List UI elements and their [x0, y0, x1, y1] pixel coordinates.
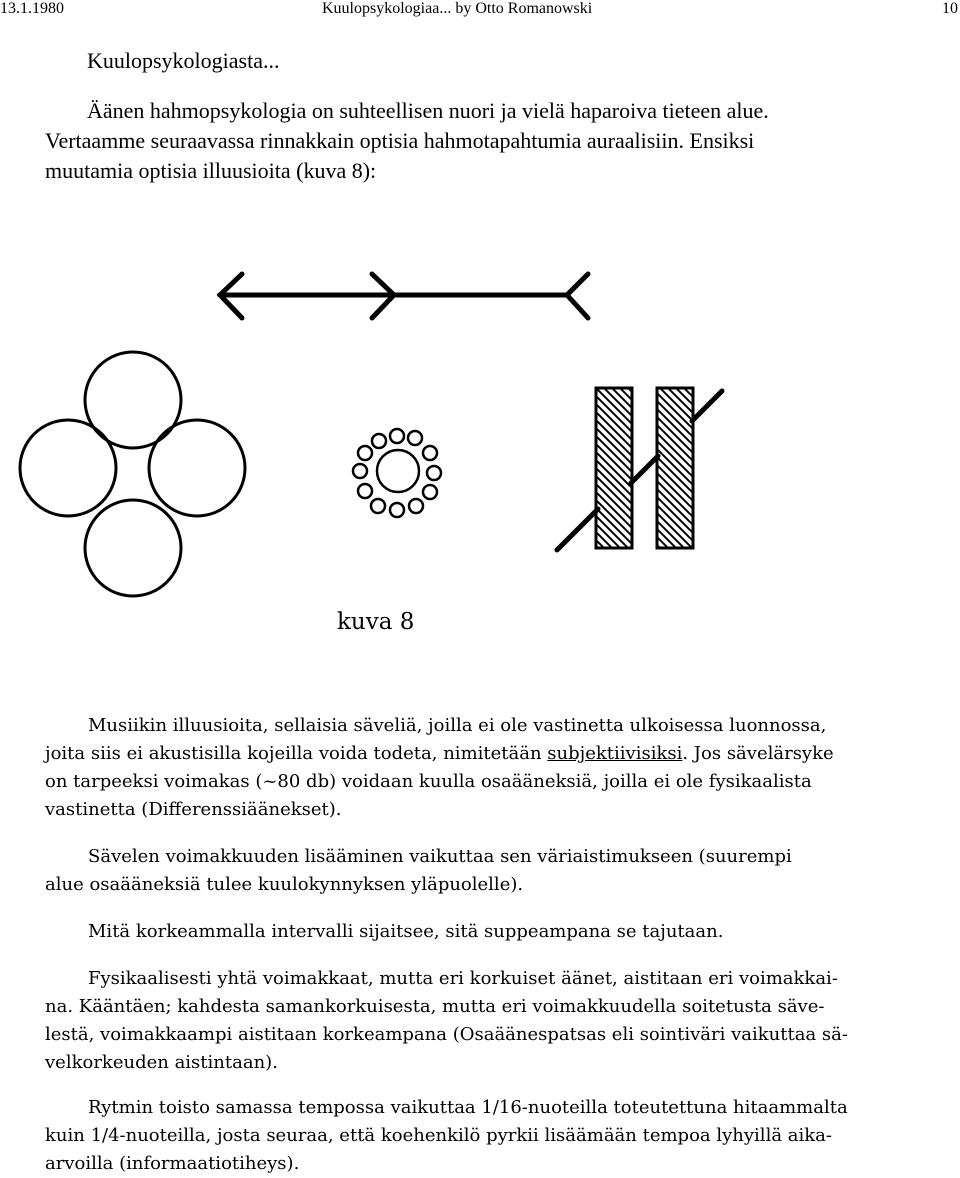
large-circle-left	[20, 420, 116, 516]
center-circle	[377, 450, 419, 492]
small-circle	[371, 499, 385, 513]
small-circle	[427, 466, 441, 480]
paragraph-rhythm	[45, 1094, 920, 1178]
paragraph-line: arvoilla (informaatiotiheys).	[45, 1153, 300, 1174]
diagonal-segment-upper	[692, 391, 722, 421]
small-circle	[409, 499, 423, 513]
header-date: 13.1.1980	[0, 0, 64, 17]
paragraph-line: alue osaääneksiä tulee kuulokynnyksen yläpuolelle).	[45, 874, 524, 895]
small-circle	[423, 485, 437, 499]
muller-lyer-illusion	[220, 274, 588, 318]
paragraph-line: Mitä korkeammalla intervalli sijaitsee, sitä suppeampana se tajutaan.	[88, 921, 724, 942]
paragraph-line: lestä, voimakkaampi aistitaan korkeampana (Osaäänespatsas eli sointiväri vaikuttaa sä-	[45, 1024, 848, 1045]
paragraph-line: on tarpeeksi voimakas (~80 db) voidaan kuulla osaääneksiä, joilla ei ole fysikaalista	[45, 771, 812, 792]
small-circle	[358, 446, 372, 460]
large-circle-right	[149, 420, 245, 516]
paragraph-line: joita siis ei akustisilla kojeilla voida todeta, nimitetään subjektiivisiksi. Jos sävelärsyke	[45, 743, 834, 764]
paragraph-interval	[45, 918, 920, 946]
paragraph-line: Sävelen voimakkuuden lisääminen vaikuttaa sen väriaistimukseen (suurempi	[88, 846, 792, 867]
small-circle	[423, 446, 437, 460]
arrowtail-right	[567, 274, 588, 318]
small-circle	[353, 464, 367, 478]
paragraph-line: vastinetta (Differenssiäänekset).	[45, 799, 342, 820]
paragraph-line: Rytmin toisto samassa tempossa vaikuttaa 1/16-nuoteilla toteutettuna hitaammalta	[88, 1097, 848, 1118]
hatched-bar-left	[596, 388, 632, 548]
small-circle	[372, 434, 386, 448]
paragraph-loudness	[45, 843, 920, 899]
large-circle-bottom	[85, 500, 181, 596]
paragraph-illusions	[45, 712, 920, 824]
small-circle	[390, 503, 404, 517]
underlined-term: subjektiivisiksi	[547, 743, 683, 764]
header-page-number: 10	[942, 0, 958, 17]
paragraph-pitch-loudness	[45, 965, 920, 1077]
ebbinghaus-small-surround	[353, 429, 441, 517]
ebbinghaus-large-surround	[20, 352, 245, 596]
intro-line: muutamia optisia illuusioita (kuva 8):	[45, 158, 377, 183]
section-title: Kuulopsykologiasta...	[87, 48, 280, 73]
small-circle	[408, 431, 422, 445]
intro-line: Äänen hahmopsykologia on suhteellisen nuori ja vielä haparoiva tieteen alue.	[87, 98, 769, 123]
paragraph-line: kuin 1/4-nuoteilla, josta seuraa, että koehenkilö pyrkii lisäämään tempoa lyhyillä aika-	[45, 1125, 832, 1146]
small-circle	[358, 484, 372, 498]
diagonal-segment-lower	[557, 509, 598, 550]
paragraph-line: Fysikaalisesti yhtä voimakkaat, mutta eri korkuiset äänet, aistitaan eri voimakkai-	[88, 968, 838, 989]
hatched-bar-right	[657, 388, 693, 548]
paragraph-line: Musiikin illuusioita, sellaisia säveliä, joilla ei ole vastinetta ulkoisessa luonnossa,	[88, 715, 827, 736]
paragraph-line: velkorkeuden aistintaan).	[45, 1052, 278, 1073]
header-title: Kuulopsykologiaa... by Otto Romanowski	[322, 0, 593, 17]
diagonal-segment-middle	[631, 456, 658, 483]
small-circle	[390, 429, 404, 443]
poggendorff-illusion	[557, 388, 722, 550]
figure-caption: kuva 8	[337, 609, 415, 635]
intro-line: Vertaamme seuraavassa rinnakkain optisia hahmotapahtumia auraalisiin. Ensiksi	[45, 128, 755, 153]
paragraph-line: na. Kääntäen; kahdesta samankorkuisesta, mutta eri voimakkuudella soitetusta säve-	[45, 996, 825, 1017]
